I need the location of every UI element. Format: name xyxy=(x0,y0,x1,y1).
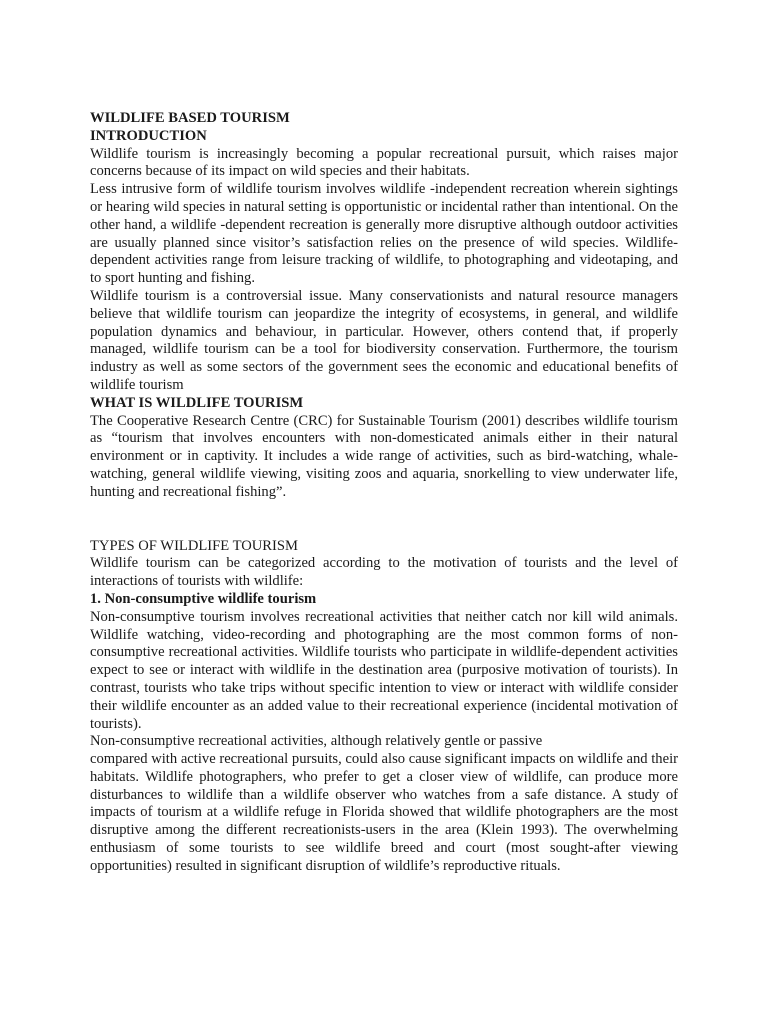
intro-paragraph-3: Wildlife tourism is a controversial issue. Many conservationists and natural resource managers believe that wildlife tourism can jeopardize the integrity of ecosystems, in general, and wildlife population dynamics and behaviour, in particular. However, others contend that, if properly managed, wildlife tourism can be a tool for biodiversity conservation. Furthermore, the tourism industry as well as some sectors of the government sees the economic and educational benefits of wildlife tourism xyxy=(90,287,678,393)
what-is-paragraph: The Cooperative Research Centre (CRC) for Sustainable Tourism (2001) describes wildlife tourism as “tourism that involves encounters with non-domesticated animals either in their natural environment or in captivity. It includes a wide range of activities, such as bird-watching, whale-watching, general wildlife viewing, visiting zoos and aquaria, snorkelling to view underwater life, hunting and recreational fishing”. xyxy=(90,412,678,500)
types-paragraph: Wildlife tourism can be categorized according to the motivation of tourists and the level of interactions of tourists with wildlife: xyxy=(90,555,678,590)
what-is-heading: WHAT IS WILDLIFE TOURISM xyxy=(90,394,304,411)
section-gap xyxy=(90,502,678,538)
intro-paragraph-2: Less intrusive form of wildlife tourism involves wildlife -independent recreation wherein sightings or hearing wild species in natural setting is opportunistic or incidental rather than intentional. On the other hand, a wildlife -dependent recreation is generally more disruptive although outdoor activities are usually planned since visitor’s satisfaction relies on the presence of wild species. Wildlife-dependent activities range from leisure tracking of wildlife, to photographing and videotaping, and to sport hunting and fishing. xyxy=(90,181,678,287)
non-consumptive-paragraph-1: Non-consumptive tourism involves recreational activities that neither catch nor kill wild animals. Wildlife watching, video-recording and photographing are the most common forms of non-consumptive recreational activities. Wildlife tourists who participate in wildlife-dependent activities expect to see or interact with wildlife in the destination area (purposive motivation of tourists). In contrast, tourists who take trips without specific intention to view or interact with wildlife consider their wildlife encounter as an added value to their recreational experience (incidental motivation of tourists). xyxy=(90,608,678,732)
non-consumptive-paragraph-3: compared with active recreational pursuits, could also cause significant impacts on wildlife and their habitats. Wildlife photographers, who prefer to get a closer view of wildlife, can produce more disturbances to wildlife than a wildlife observer who watches from a safe distance. A study of impacts of tourism at a wildlife refuge in Florida showed that wildlife photographers are the most disruptive among the different recreationists-users in the area (Klein 1993). The overwhelming enthusiasm of some tourists to see wildlife breed and court (most sought-after viewing opportunities) resulted in significant disruption of wildlife’s reproductive rituals. xyxy=(90,751,678,874)
non-consumptive-subheading: 1. Non-consumptive wildlife tourism xyxy=(90,590,317,607)
intro-paragraph-1: Wildlife tourism is increasingly becoming a popular recreational pursuit, which raises major concerns because of its impact on wild species and their habitats. xyxy=(90,145,678,180)
document-page xyxy=(90,110,678,876)
introduction-heading: INTRODUCTION xyxy=(90,127,207,144)
non-consumptive-paragraph-2: Non-consumptive recreational activities, although relatively gentle or passive xyxy=(90,733,543,750)
types-heading: TYPES OF WILDLIFE TOURISM xyxy=(90,537,298,554)
document-title: WILDLIFE BASED TOURISM xyxy=(90,110,290,126)
